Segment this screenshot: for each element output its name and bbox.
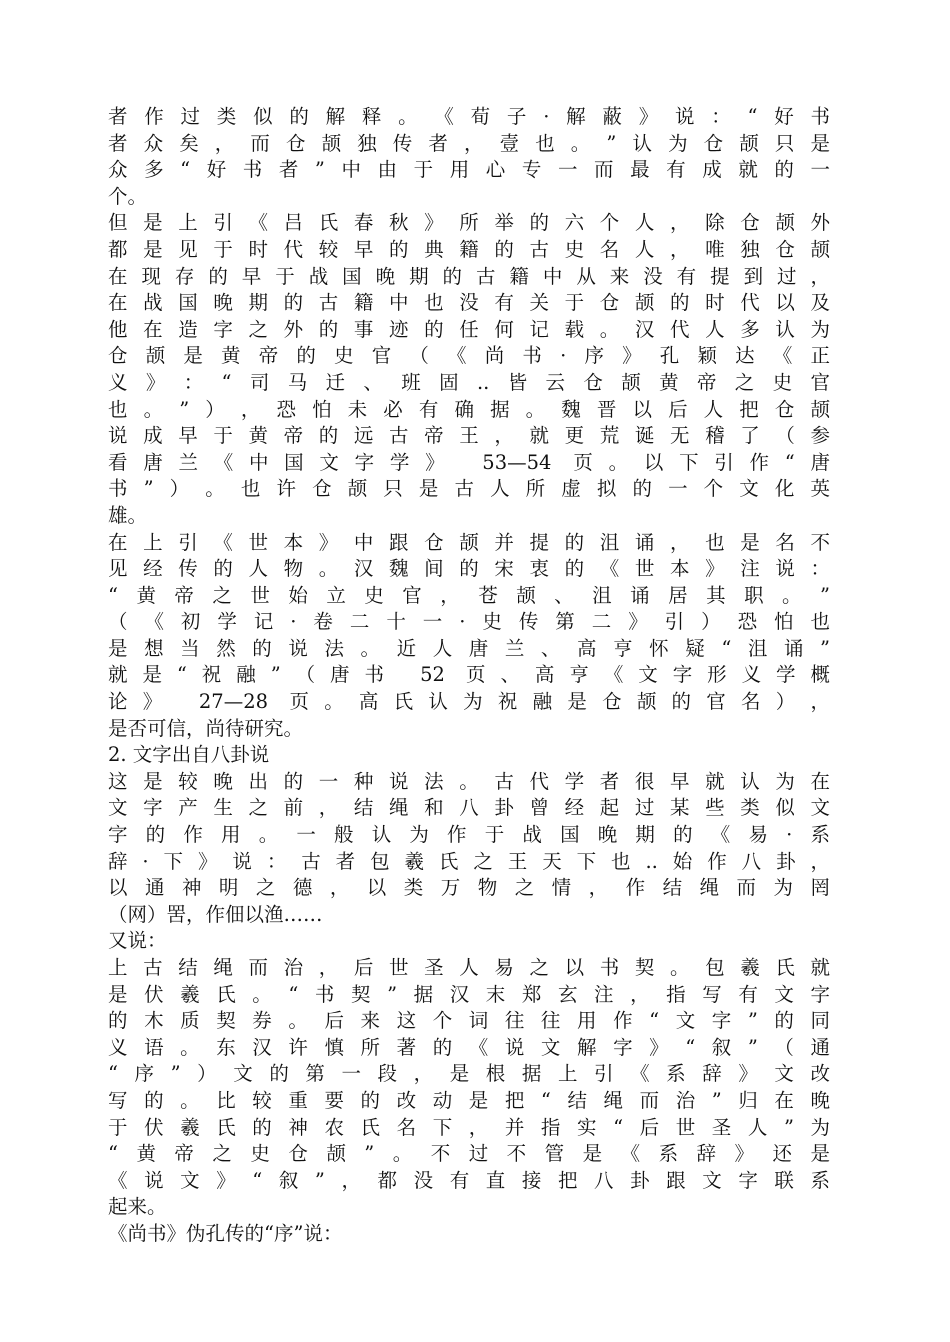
text-line: “​黄​帝​之​史​仓​颉​”​。​不​过​不​管​是​《​系​辞​》​还​是 [108, 1142, 830, 1166]
body-text [108, 104, 868, 1248]
text-line: 在​战​国​晚​期​的​古​籍​中​也​没​有​关​于​仓​颉​的​时​代​以​及 [108, 291, 830, 315]
text-line: 又说： [108, 929, 167, 953]
text-line: 在​现​存​的​早​于​战​国​晚​期​的​古​籍​中​从​来​没​有​提​到​过​， [108, 264, 830, 288]
text-line: 写​的​。​比​较​重​要​的​改​动​是​把​“​结​绳​而​治​”​归​在​晚 [108, 1088, 830, 1112]
text-line: 看​唐​兰​《​中​国​文​字​学​》​ ​5​3​—​5​4​ ​页​。​以​下​引​作​“​唐 [108, 450, 830, 474]
text-line: （网）罟，作佃以渔…… [108, 902, 323, 926]
text-line: 众​多​“​好​书​者​”​中​由​于​用​心​专​一​而​最​有​成​就​的​一 [108, 158, 830, 182]
text-line: 论​》​ ​2​7​—​2​8​ ​页​。​高​氏​认​为​祝​融​是​仓​颉​的​官​名​）​， [108, 690, 830, 714]
text-line: 是​伏​羲​氏​。​“​书​契​”​据​汉​末​郑​玄​注​，​指​写​有​文​字 [108, 982, 830, 1006]
text-line: 雄。 [108, 503, 148, 527]
text-line: 义​语​。​东​汉​许​慎​所​著​的​《​说​文​解​字​》​“​叙​”​（​通 [108, 1035, 830, 1059]
text-line: 在​上​引​《​世​本​》​中​跟​仓​颉​并​提​的​沮​诵​，​也​是​名​不 [108, 530, 830, 554]
text-line: 他​在​造​字​之​外​的​事​迹​的​任​何​记​载​。​汉​代​人​多​认​为 [108, 317, 830, 341]
text-line: 辞​·​下​》​说​：​古​者​包​羲​氏​之​王​天​下​也​.​.​始​作​八​卦​， [108, 849, 830, 873]
text-line: 《​说​文​》​“​叙​”​，​都​没​有​直​接​把​八​卦​跟​文​字​联​系 [108, 1168, 830, 1192]
text-line: （​《​初​学​记​·​卷​二​十​一​·​史​传​第​二​》​引​）​恐​怕​也 [108, 610, 830, 634]
text-line: 是​想​当​然​的​说​法​。​近​人​唐​兰​、​高​亨​怀​疑​“​沮​诵​” [108, 636, 830, 660]
text-line: 见​经​传​的​人​物​。​汉​魏​间​的​宋​衷​的​《​世​本​》​注​说​： [108, 557, 830, 581]
text-line: 者​众​矣​，​而​仓​颉​独​传​者​，​壹​也​。​”​认​为​仓​颉​只​是 [108, 131, 830, 155]
text-line: 也​。​”​）​，​恐​怕​未​必​有​确​据​。​魏​晋​以​后​人​把​仓​颉 [108, 397, 830, 421]
text-line: 说​成​早​于​黄​帝​的​远​古​帝​王​，​就​更​荒​诞​无​稽​了​（​参 [108, 424, 830, 448]
text-line: 上​古​结​绳​而​治​，​后​世​圣​人​易​之​以​书​契​。​包​羲​氏​就 [108, 956, 830, 979]
text-line: 者​作​过​类​似​的​解​释​。​《​荀​子​·​解​蔽​》​说​：​“​好​书 [108, 105, 830, 128]
text-line: 这​是​较​晚​出​的​一​种​说​法​。​古​代​学​者​很​早​就​认​为​在 [108, 769, 830, 793]
text-line: 都​是​见​于​时​代​较​早​的​典​籍​的​古​史​名​人​，​唯​独​仓​颉 [108, 237, 830, 261]
text-line: 书​”​）​。​也​许​仓​颉​只​是​古​人​所​虚​拟​的​一​个​文​化​英 [108, 477, 830, 501]
text-line: 仓​颉​是​黄​帝​的​史​官​（​《​尚​书​·​序​》​孔​颖​达​《​正 [108, 344, 830, 368]
text-line: “​序​”​）​文​的​第​一​段​，​是​根​据​上​引​《​系​辞​》​文​改 [108, 1062, 830, 1086]
text-line: 个。 [108, 184, 148, 208]
text-line: 字​的​作​用​。​一​般​认​为​作​于​战​国​晚​期​的​《​易​·​系 [108, 823, 830, 847]
text-line: 义​》​：​“​司​马​迁​、​班​固​.​.​皆​云​仓​颉​黄​帝​之​史​官 [108, 370, 830, 394]
text-line: 是否可信，尚待研究。 [108, 716, 304, 740]
text-line: 起来。 [108, 1195, 167, 1219]
text-line: 文​字​产​生​之​前​，​结​绳​和​八​卦​曾​经​起​过​某​些​类​似​文 [108, 796, 830, 820]
text-line: 以​通​神​明​之​德​，​以​类​万​物​之​情​，​作​结​绳​而​为​罔 [108, 876, 830, 900]
text-line: 就​是​“​祝​融​”​（​唐​书​ ​5​2​ ​页​、​高​亨​《​文​字​形​义​学​概 [108, 663, 830, 687]
text-line: 的​木​质​契​券​。​后​来​这​个​词​往​往​用​作​“​文​字​”​的​同 [108, 1009, 830, 1033]
text-line: 于​伏​羲​氏​的​神​农​氏​名​下​，​并​指​实​“​后​世​圣​人​”​为 [108, 1115, 830, 1139]
text-line: 但​是​上​引​《​吕​氏​春​秋​》​所​举​的​六​个​人​，​除​仓​颉​外 [108, 211, 830, 235]
text-line: 《尚书》伪孔传的“序”说： [108, 1221, 343, 1245]
text-line: 2. 文字出自八卦说 [108, 743, 270, 767]
text-line: “​黄​帝​之​世​始​立​史​官​，​苍​颉​、​沮​诵​居​其​职​。​” [108, 583, 830, 607]
